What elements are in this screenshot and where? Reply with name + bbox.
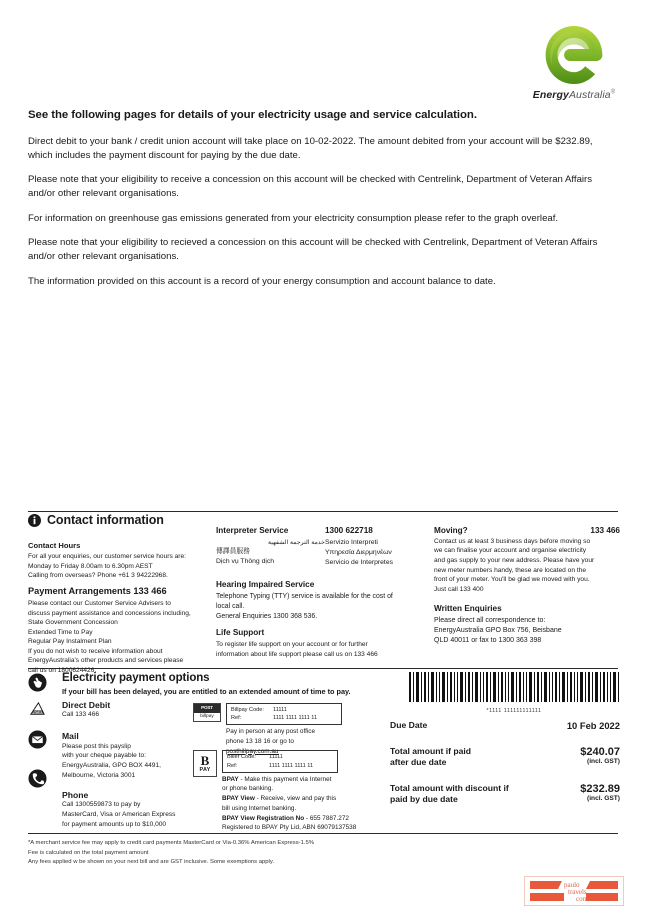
auspost-billpay-logo	[193, 703, 221, 722]
total-after-due-label-1: Total amount if paid	[390, 745, 471, 756]
direct-debit-line-1: Call 133 466	[62, 711, 100, 719]
mail-heading: Mail	[62, 731, 79, 742]
interpreter-vietnamese: Dịch vụ Thông dịch	[216, 558, 275, 566]
postbillpay-row	[193, 703, 393, 756]
life-support-line-1: To register life support on your account or for further	[216, 641, 368, 649]
total-discount-row	[390, 783, 620, 806]
footnote-line-2: Fee is calculated on the total payment amount	[28, 849, 149, 856]
phone-heading: Phone	[62, 790, 89, 801]
interpreter-italian: Servizio Interpreti	[325, 538, 378, 546]
biller-code-box	[222, 750, 338, 772]
payment-arrangements-heading: Payment Arrangements 133 466	[28, 585, 167, 596]
bpay-line-3-bold: BPAY View	[222, 795, 255, 803]
contact-hours-line-1: For all your enquiries, our customer service hours are:	[28, 553, 186, 560]
moving-line-2: we can finalise your account and organise electricity	[434, 547, 587, 555]
direct-debit-block	[62, 700, 192, 720]
divider-contact-top	[28, 511, 618, 512]
bpay-logo-pay: PAY	[199, 766, 211, 773]
moving-heading: Moving?	[434, 526, 468, 535]
contact-hours-heading: Contact Hours	[28, 541, 81, 550]
bpay-row	[193, 750, 393, 833]
payment-arrangements-line-4: Extended Time to Pay	[28, 628, 93, 636]
interpreter-chinese: 傳譯員服務	[216, 548, 250, 556]
bpay-line-4: bill using Internet banking.	[222, 804, 297, 812]
brand-logo	[528, 22, 620, 104]
auspost-logo-top: POST	[194, 704, 220, 713]
due-date-value: 10 Feb 2022	[566, 720, 620, 731]
click-hand-icon	[28, 673, 47, 692]
mail-line-4: Melbourne, Victoria 3001	[62, 772, 136, 780]
total-after-due-gst: (incl. GST)	[587, 758, 620, 766]
interpreter-phone[interactable]: 1300 622718	[325, 526, 373, 535]
intro-paragraph-1: Direct debit to your bank / credit union account will take place on 10-02-2022. The amount debited from your account will be $232.89, which includes the payment discount for paying by the due date.	[28, 136, 593, 161]
footnote-line-3: Any fees applied w be shown on your next bill and are GST inclusive. Some exemptions apply.	[28, 859, 275, 866]
mail-block	[62, 731, 192, 781]
watermark-line-3: com	[576, 895, 589, 903]
watermark-graphic	[524, 876, 624, 906]
watermark-line-1: paulo	[564, 881, 580, 889]
billpay-ref-value: 1111 1111 1111 11	[273, 715, 318, 722]
postbillpay-line-2: phone 13 18 16 or go to	[226, 737, 294, 745]
postbillpay-link[interactable]: posthillpay.com.au	[226, 747, 279, 755]
payment-method-icons	[28, 673, 58, 793]
billpay-ref-label: Ref:	[231, 715, 242, 722]
brand-wordmark	[528, 89, 620, 101]
info-icon	[28, 514, 41, 527]
intro-section	[28, 108, 618, 299]
bpay-line-1-bold: BPAY	[222, 775, 239, 783]
intro-paragraph-3: For information on greenhouse gas emissions generated from your electricity consumption please refer to the graph overleaf.	[28, 212, 559, 224]
energyaustralia-logo-icon	[541, 22, 607, 88]
bpay-line-2: or phone banking.	[222, 785, 274, 793]
intro-paragraph-4: Please note that your eligibility to recieved a concession on this account will be checked with Centrelink, Department of Veteran Affairs and/or other relevant organisations.	[28, 237, 598, 262]
bpay-line-1-rest: - Make this payment via Internet	[238, 775, 332, 783]
auspost-logo-bottom: billpay	[200, 714, 214, 719]
payment-arrangements-line-7: EnergyAustralia's other products and services please	[28, 657, 184, 665]
hearing-impaired-line-3: General Enquiries 1300 368 536.	[216, 613, 318, 621]
written-enquiries-heading: Written Enquiries	[434, 604, 502, 614]
moving-line-4: new meter numbers handy, these are located on the	[434, 566, 586, 574]
contact-column-moving	[434, 525, 620, 646]
payment-arrangements-line-8: call us on 1800624426.	[28, 666, 97, 674]
life-support-line-2: information about life support please call us on 133 466	[216, 650, 378, 658]
watermark-line-2: travels.	[568, 888, 589, 896]
biller-code-label: Biller Code:	[227, 754, 256, 761]
life-support-heading: Life Support	[216, 628, 265, 638]
written-enquiries-line-2: EnergyAustralia GPO Box 756, Beisbane	[434, 627, 562, 635]
bpay-line-6: Registered to BPAY Pty Lid, ABN 69079137538	[222, 824, 357, 832]
total-after-due-label-2: after due date	[390, 757, 447, 768]
total-after-due-value: $240.07	[580, 745, 620, 758]
hearing-impaired-line-1: Telephone Typing (TTY) service is available for the cost of	[216, 593, 393, 601]
moving-phone[interactable]: 133 466	[590, 526, 620, 535]
billpay-code-label: Billpay Code:	[231, 707, 264, 713]
contact-column-interpreter	[216, 525, 421, 659]
bpay-logo-b: B	[200, 752, 210, 768]
page-title: See the following pages for details of your electricity usage and service calculation.	[28, 109, 477, 121]
barcode-number: *1111 111111111111	[486, 708, 542, 714]
total-after-due-row	[390, 746, 620, 769]
mail-line-2: with your cheque payable to:	[62, 752, 146, 760]
phone-line-2: MasterCard, Visa or American Express	[62, 811, 176, 819]
phone-line-1: Call 1300559873 to pay by	[62, 801, 141, 809]
moving-line-5: front of your meter. You'll be glad we moved with you.	[434, 576, 590, 584]
contact-hours-line-2: Monday to Friday 8.00am to 6.30pm AEST	[28, 562, 153, 570]
payment-arrangements-line-2: discuss payment assistance and concessions including,	[28, 609, 191, 617]
direct-debit-heading: Direct Debit	[62, 700, 111, 710]
total-discount-gst: (incl. GST)	[587, 795, 620, 803]
moving-header-row	[434, 525, 620, 537]
interpreter-spanish: Servicio de Interpretes	[325, 559, 394, 567]
keyboard-icon	[28, 700, 47, 719]
written-enquiries-line-3: QLD 40011 or fax to 1300 363 398	[434, 637, 542, 645]
bpay-line-3-rest: - Receive, view and pay this	[254, 795, 337, 803]
moving-line-1: Contact us at least 3 business days before moving so	[434, 537, 591, 545]
postbillpay-line-1: Pay in person at any post office	[226, 728, 316, 736]
biller-ref-value: 1111 1111 1111 11	[269, 762, 314, 769]
moving-line-6: Just call 133 400	[434, 585, 484, 593]
payment-arrangements-line-1: Please contact our Customer Service Advisers to	[28, 599, 171, 607]
payment-arrangements-line-6: If you do not wish to receive information about	[28, 647, 163, 655]
total-discount-value: $232.89	[580, 782, 620, 795]
payment-barcode	[408, 672, 620, 702]
bpay-line-5-rest: - 655 7887.272	[304, 814, 349, 822]
paulo-travels-watermark	[524, 876, 624, 906]
mail-line-1: Please post this payslip	[62, 742, 131, 750]
brand-trademark: ®	[610, 89, 616, 96]
payment-codes-section	[193, 703, 393, 833]
payment-arrangements-line-3: State Government Concession	[28, 619, 118, 627]
written-enquiries-line-1: Please direct all correspondence to:	[434, 617, 546, 625]
billpay-code-value: 11111	[273, 707, 287, 713]
phone-line-3: for payment amounts up to $10,000	[62, 821, 167, 829]
interpreter-greek: Υπηρεσία Διερμηνέων	[325, 549, 392, 557]
intro-paragraph-2: Please note that your eligibility to receive a concession on this account will be checked with Centrelink, Department of Veteran Affairs and/or other relevant organisations.	[28, 174, 593, 200]
payment-arrangements-line-5: Regular Pay Instalment Plan	[28, 638, 112, 646]
biller-code-value: 11111	[269, 754, 283, 761]
payment-methods-list	[62, 700, 192, 830]
biller-ref-label: Ref:	[227, 762, 238, 769]
payment-options-title: Electricity payment options	[62, 672, 210, 684]
brand-name-bold: Energy	[532, 89, 569, 101]
interpreter-heading: Interpreter Service	[216, 526, 289, 535]
mail-line-3: EnergyAustralia, GPO BOX 4491,	[62, 762, 161, 770]
barcode-section	[408, 672, 620, 714]
bpay-logo	[193, 750, 217, 777]
moving-line-3: and gas supply to your new address. Please have your	[434, 556, 595, 564]
billpay-code-box	[226, 703, 342, 725]
contact-column-hours	[28, 540, 206, 675]
total-discount-label-1: Total amount with discount if	[390, 782, 509, 793]
payment-options-header	[62, 672, 351, 696]
hearing-impaired-heading: Hearing Impaired Service	[216, 580, 315, 590]
brand-name-light: Australia	[568, 89, 611, 101]
bpay-line-5-bold: BPAY View Registration No	[222, 814, 305, 822]
payment-options-subtitle: If your bill has been delayed, you are entitled to an extended amount of time to pay.	[62, 686, 351, 696]
amounts-summary	[390, 720, 620, 820]
due-date-label: Due Date	[390, 720, 428, 730]
interpreter-arabic: خدمة الترجمة الشفهية	[267, 538, 325, 546]
bpay-instructions	[222, 775, 393, 833]
phone-block	[62, 790, 192, 830]
contact-information-header	[28, 513, 164, 527]
divider-footnote-top	[28, 833, 618, 834]
contact-hours-line-3: Calling from overseas? Phone +61 3 94222968.	[28, 572, 168, 580]
phone-icon	[28, 769, 47, 788]
envelope-icon	[28, 730, 47, 749]
due-date-row	[390, 720, 620, 732]
intro-paragraph-5: The information provided on this account is a record of your energy consumption and account balance to date.	[28, 275, 496, 287]
merchant-fee-footnote	[28, 839, 428, 868]
footnote-line-1: *A merchant service fee may apply to credit card payments MasterCard or Via-0.36% American Express-1.5%	[28, 840, 315, 846]
hearing-impaired-line-2: local call.	[216, 603, 245, 611]
total-discount-label-2: paid by due date	[390, 794, 458, 805]
contact-information-title: Contact information	[47, 513, 164, 527]
